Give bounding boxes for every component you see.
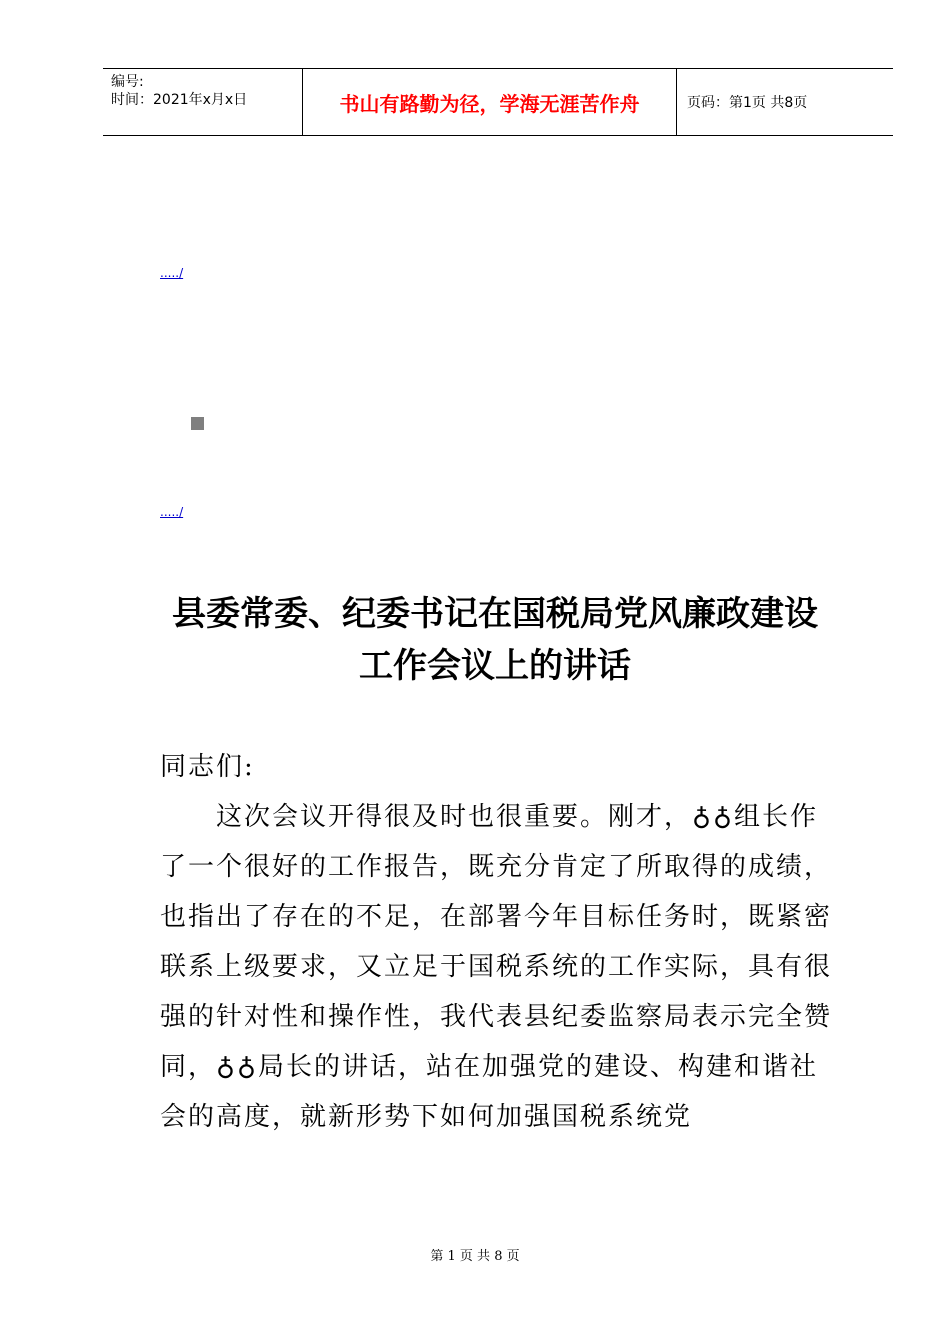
title-line-2: 工作会议上的讲话 bbox=[359, 646, 631, 686]
body-paragraph: 这次会议开得很及时也很重要。刚才，♁♁组长作了一个很好的工作报告，既充分肯定了所取得的成绩，也指出了存在的不足，在部署今年目标任务时，既紧密联系上级要求，又立足于国税系统的工作实际，具有很强的针对性和操作性，我代表县纪委监察局表示完全赞同，♁♁局长的讲话，站在加强党的建设、构建和谐社会的高度，就新形势下如何加强国税系统党 bbox=[160, 802, 833, 1132]
time-label: 时间：2021年x月x日 bbox=[111, 92, 248, 108]
number-label: 编号: bbox=[111, 74, 144, 90]
document-title bbox=[140, 588, 850, 692]
header-motto: 书山有路勤为径，学海无涯苦作舟 bbox=[303, 69, 677, 135]
link-1[interactable]: ...../ bbox=[160, 266, 184, 280]
link-2[interactable]: ...../ bbox=[160, 505, 184, 519]
header-meta bbox=[103, 69, 303, 135]
title-line-1: 县委常委、纪委书记在国税局党风廉政建设 bbox=[172, 594, 818, 634]
page-header bbox=[103, 68, 893, 136]
page-footer: 第 1 页 共 8 页 bbox=[430, 1249, 520, 1264]
square-bullet-icon bbox=[191, 417, 204, 430]
document-body bbox=[160, 742, 832, 1142]
salutation: 同志们: bbox=[160, 752, 255, 782]
header-page-info: 页码：第1页 共8页 bbox=[687, 95, 808, 111]
